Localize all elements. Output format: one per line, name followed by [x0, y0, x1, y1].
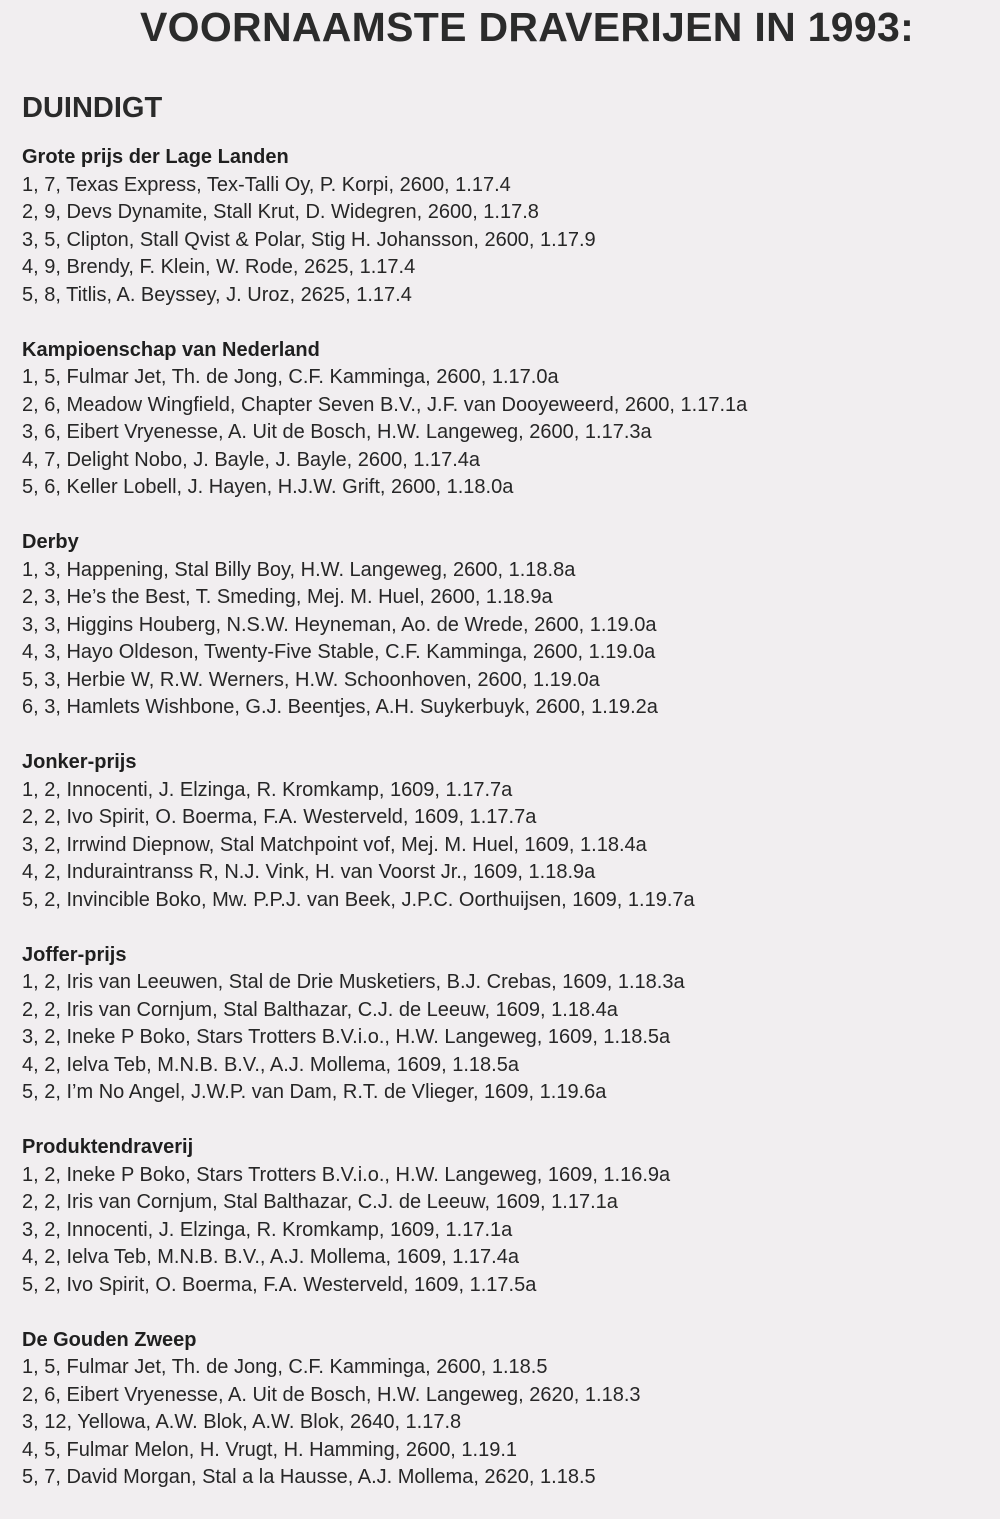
race-section — [22, 1327, 982, 1492]
result-row: 1, 7, Texas Express, Tex-Talli Oy, P. Korpi, 2600, 1.17.4 — [22, 173, 511, 196]
result-row: 3, 2, Irrwind Diepnow, Stal Matchpoint vof, Mej. M. Huel, 1609, 1.18.4a — [22, 833, 647, 856]
race-list — [22, 144, 982, 1519]
result-row: 5, 2, Ivo Spirit, O. Boerma, F.A. Westerveld, 1609, 1.17.5a — [22, 1273, 537, 1296]
result-row: 1, 5, Fulmar Jet, Th. de Jong, C.F. Kamminga, 2600, 1.18.5 — [22, 1356, 548, 1378]
result-row: 4, 5, Fulmar Melon, H. Vrugt, H. Hamming, 2600, 1.19.1 — [22, 1438, 518, 1461]
result-row: 4, 7, Delight Nobo, J. Bayle, J. Bayle, 2600, 1.17.4a — [22, 448, 481, 471]
result-row: 5, 6, Keller Lobell, J. Hayen, H.J.W. Grift, 2600, 1.18.0a — [22, 476, 514, 498]
race-section — [22, 337, 982, 502]
race-section — [22, 942, 982, 1107]
race-title: Jonker-prijs — [22, 751, 137, 773]
result-row: 4, 3, Hayo Oldeson, Twenty-Five Stable, C.F. Kamminga, 2600, 1.19.0a — [22, 641, 656, 663]
race-section — [22, 144, 982, 309]
venue-heading: DUINDIGT — [22, 92, 163, 124]
result-row: 2, 3, He’s the Best, T. Smeding, Mej. M. Huel, 2600, 1.18.9a — [22, 586, 553, 608]
race-section — [22, 749, 982, 914]
result-row: 1, 2, Innocenti, J. Elzinga, R. Kromkamp, 1609, 1.17.7a — [22, 778, 513, 801]
result-row: 4, 2, Ielva Teb, M.N.B. B.V., A.J. Mollema, 1609, 1.18.5a — [22, 1053, 519, 1076]
result-row: 5, 8, Titlis, A. Beyssey, J. Uroz, 2625, 1.17.4 — [22, 283, 412, 306]
result-row: 3, 12, Yellowa, A.W. Blok, A.W. Blok, 2640, 1.17.8 — [22, 1411, 462, 1433]
result-row: 2, 9, Devs Dynamite, Stall Krut, D. Widegren, 2600, 1.17.8 — [22, 201, 539, 223]
race-section — [22, 529, 982, 722]
result-row: 3, 6, Eibert Vryenesse, A. Uit de Bosch, H.W. Langeweg, 2600, 1.17.3a — [22, 421, 652, 443]
race-title: Derby — [22, 531, 79, 553]
result-row: 5, 3, Herbie W, R.W. Werners, H.W. Schoonhoven, 2600, 1.19.0a — [22, 668, 600, 691]
result-row: 4, 2, Ielva Teb, M.N.B. B.V., A.J. Mollema, 1609, 1.17.4a — [22, 1246, 519, 1268]
result-row: 2, 6, Eibert Vryenesse, A. Uit de Bosch, H.W. Langeweg, 2620, 1.18.3 — [22, 1383, 641, 1406]
race-title: Kampioenschap van Nederland — [22, 338, 320, 361]
race-title: Produktendraverij — [22, 1136, 194, 1158]
result-row: 4, 9, Brendy, F. Klein, W. Rode, 2625, 1.17.4 — [22, 256, 416, 278]
race-title: Grote prijs der Lage Landen — [22, 146, 289, 168]
result-row: 2, 2, Ivo Spirit, O. Boerma, F.A. Westerveld, 1609, 1.17.7a — [22, 806, 537, 828]
result-row: 4, 2, Induraintranss R, N.J. Vink, H. van Voorst Jr., 1609, 1.18.9a — [22, 861, 596, 883]
result-row: 2, 2, Iris van Cornjum, Stal Balthazar, C.J. de Leeuw, 1609, 1.18.4a — [22, 998, 618, 1021]
result-row: 1, 2, Ineke P Boko, Stars Trotters B.V.i.o., H.W. Langeweg, 1609, 1.16.9a — [22, 1163, 671, 1186]
result-row: 5, 2, Invincible Boko, Mw. P.P.J. van Beek, J.P.C. Oorthuijsen, 1609, 1.19.7a — [22, 888, 695, 911]
result-row: 3, 5, Clipton, Stall Qvist & Polar, Stig H. Johansson, 2600, 1.17.9 — [22, 228, 596, 251]
result-row: 2, 2, Iris van Cornjum, Stal Balthazar, C.J. de Leeuw, 1609, 1.17.1a — [22, 1191, 618, 1213]
race-title: Joffer-prijs — [22, 943, 127, 966]
race-title: De Gouden Zweep — [22, 1328, 197, 1351]
result-row: 1, 2, Iris van Leeuwen, Stal de Drie Musketiers, B.J. Crebas, 1609, 1.18.3a — [22, 971, 685, 993]
result-row: 5, 2, I’m No Angel, J.W.P. van Dam, R.T. de Vlieger, 1609, 1.19.6a — [22, 1081, 607, 1103]
result-row: 3, 2, Innocenti, J. Elzinga, R. Kromkamp, 1609, 1.17.1a — [22, 1218, 513, 1241]
result-row: 1, 3, Happening, Stal Billy Boy, H.W. Langeweg, 2600, 1.18.8a — [22, 558, 576, 581]
result-row: 3, 3, Higgins Houberg, N.S.W. Heyneman, Ao. de Wrede, 2600, 1.19.0a — [22, 613, 657, 636]
race-section — [22, 1134, 982, 1299]
result-row: 5, 7, David Morgan, Stal a la Hausse, A.J. Mollema, 2620, 1.18.5 — [22, 1466, 596, 1488]
page-title: VOORNAAMSTE DRAVERIJEN IN 1993: — [140, 4, 915, 50]
result-row: 1, 5, Fulmar Jet, Th. de Jong, C.F. Kamminga, 2600, 1.17.0a — [22, 366, 559, 388]
result-row: 6, 3, Hamlets Wishbone, G.J. Beentjes, A.H. Suykerbuyk, 2600, 1.19.2a — [22, 696, 658, 718]
result-row: 3, 2, Ineke P Boko, Stars Trotters B.V.i.o., H.W. Langeweg, 1609, 1.18.5a — [22, 1026, 671, 1048]
result-row: 2, 6, Meadow Wingfield, Chapter Seven B.V., J.F. van Dooyeweerd, 2600, 1.17.1a — [22, 393, 748, 416]
